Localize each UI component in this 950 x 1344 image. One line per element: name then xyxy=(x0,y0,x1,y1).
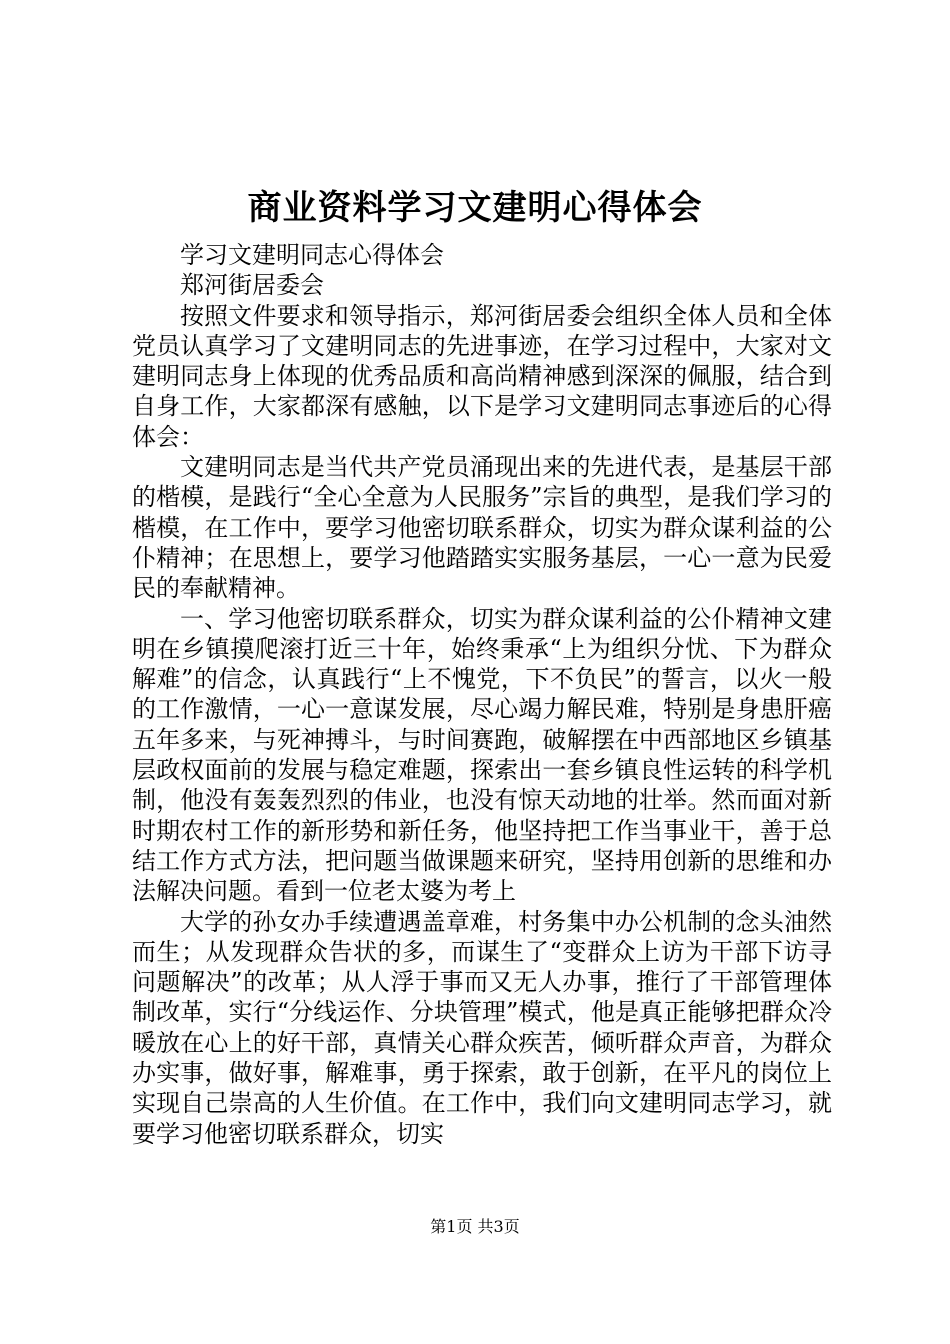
document-body xyxy=(132,240,832,1149)
subtitle-line: 学习文建明同志心得体会 xyxy=(180,241,444,269)
paragraph-intro: 按照文件要求和领导指示，郑河街居委会组织全体人员和全体党员认真学习了文建明同志的先进事迹，在学习过程中，大家对文建明同志身上体现的优秀品质和高尚精神感到深深的佩服，结合到自身工作，大家都深有感触，以下是学习文建明同志事迹后的心得体会： xyxy=(132,301,832,451)
paragraph-continuation: 大学的孙女办手续遭遇盖章难，村务集中办公机制的念头油然而生；从发现群众告状的多，而谋生了“变群众上访为干部下访寻问题解决”的改革；从人浮于事而又无人办事，推行了干部管理体制改革，实行“分线运作、分块管理”模式，他是真正能够把群众冷暖放在心上的好干部，真情关心群众疾苦，倾听群众声音，为群众办实事，做好事，解难事，勇于探索，敢于创新，在平凡的岗位上实现自己崇高的人生价值。在工作中，我们向文建明同志学习，就要学习他密切联系群众，切实 xyxy=(132,907,832,1148)
document-title: 商业资料学习文建明心得体会 xyxy=(247,188,703,228)
paragraph-summary: 文建明同志是当代共产党员涌现出来的先进代表，是基层干部的楷模，是践行“全心全意为人民服务”宗旨的典型，是我们学习的楷模，在工作中，要学习他密切联系群众，切实为群众谋利益的公仆精神；在思想上，要学习他踏踏实实服务基层，一心一意为民爱民的奉献精神。 xyxy=(132,453,832,603)
organization-line: 郑河街居委会 xyxy=(180,271,324,300)
paragraph-section-one: 一、学习他密切联系群众，切实为群众谋利益的公仆精神文建明在乡镇摸爬滚打近三十年，始终秉承“上为组织分忧、下为群众解难”的信念，认真践行“上不愧党，下不负民”的誓言，以火一般的工作激情，一心一意谋发展，尽心竭力解民难，特别是身患肝癌五年多来，与死神搏斗，与时间赛跑，破解摆在中西部地区乡镇基层政权面前的发展与稳定难题，探索出一套乡镇良性运转的科学机制，他没有轰轰烈烈的伟业，也没有惊天动地的壮举。然而面对新时期农村工作的新形势和新任务，他坚持把工作当事业干，善于总结工作方式方法，把问题当做课题来研究，坚持用创新的思维和办法解决问题。看到一位老太婆为考上 xyxy=(132,604,832,906)
page-number-footer: 第1页 共3页 xyxy=(430,1217,520,1236)
